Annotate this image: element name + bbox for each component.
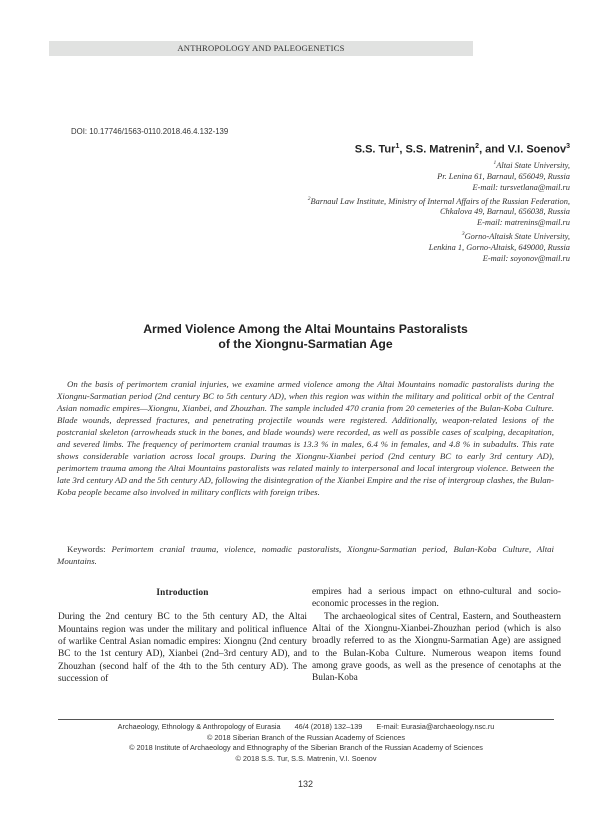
- affiliation-address: Pr. Lenina 61, Barnaul, 656049, Russia: [437, 171, 570, 181]
- affiliation-mark: 3: [461, 231, 465, 238]
- affiliation-address: Lenkina 1, Gorno-Altaisk, 649000, Russia: [428, 242, 570, 252]
- keywords-label: Keywords:: [67, 544, 106, 554]
- affiliation-institution: Altai State University,: [496, 160, 570, 170]
- author-affiliation-mark: 1: [395, 143, 400, 150]
- author-separator: ,: [399, 143, 406, 156]
- footer-journal-line: [58, 722, 554, 733]
- affiliation-institution: Barnaul Law Institute, Ministry of Internal Affairs of the Russian Federation,: [310, 196, 570, 206]
- affiliation-email[interactable]: E-mail: soyonov@mail.ru: [482, 253, 570, 263]
- section-title: ANTHROPOLOGY AND PALEOGENETICS: [177, 43, 345, 53]
- intro-paragraph-2: The archaeological sites of Central, Eastern, and Southeastern Altai of the Xiongnu-Xianbei-Zhouzhan period (which is also broadly referred to as the Xiongnu-Sarmatian Age) are assigned to the Bulan-Koba Culture. Numerous weapon items found among grave goods, as well as the presence of cenotaphs at the Bulan-Koba: [312, 611, 561, 684]
- title-line-2: of the Xiongnu-Sarmatian Age: [218, 337, 393, 351]
- doi[interactable]: DOI: 10.17746/1563-0110.2018.46.4.132-139: [71, 127, 229, 136]
- footer: [58, 722, 554, 764]
- affiliation-3: [170, 229, 570, 265]
- intro-paragraph-1-continued: empires had a serious impact on ethno-cultural and socio-economic processes in the region.: [312, 587, 561, 610]
- author-affiliation-mark: 3: [566, 143, 570, 150]
- keywords: [57, 544, 554, 568]
- author-separator: , and: [479, 143, 508, 156]
- footer-issue: 46/4 (2018) 132–139: [294, 722, 363, 731]
- affiliation-institution: Gorno-Altaisk State University,: [464, 231, 570, 241]
- author-name: S.S. Tur: [354, 143, 396, 156]
- affiliation-email[interactable]: E-mail: matrenins@mail.ru: [477, 218, 570, 228]
- section-heading-introduction: Introduction: [156, 587, 209, 597]
- footer-copyright-2: © 2018 Institute of Archaeology and Ethnography of the Siberian Branch of the Russian Academy of Sciences: [129, 743, 483, 753]
- article-title: [60, 322, 551, 352]
- intro-paragraph-1: During the 2nd century BC to the 5th century AD, the Altai Mountains region was under the military and political influence of warlike Central Asian nomadic empires: Xiongnu (2nd century BC to the 1st century AD), Xianbei (2nd–3rd century AD), and Zhouzhan (second half of the 4th to the 5th century AD). The succession of: [58, 612, 307, 685]
- affiliation-email[interactable]: E-mail: tursvetlana@mail.ru: [472, 182, 570, 192]
- column-left: [58, 586, 307, 685]
- abstract: On the basis of perimortem cranial injuries, we examine armed violence among the Altai Mountains nomadic pastoralists during the Xiongnu-Sarmatian period (2nd century BC to 5th century AD), when this region was within the military and political orbit of the Central Asian nomadic empires—Xiongnu, Xianbei, and Zhouzhan. The sample included 470 crania from 20 cemeteries of the Bulan-Koba Culture. Blade wounds, depressed fractures, and penetrating projectile wounds were registered. Additionally, weapon-related lesions of the postcranial skeleton (arrowheads stuck in the bones, and blade wounds) were recorded, as well as possible cases of scalping, decapitation, and severed limbs. The frequency of perimortem cranial traumas is 13.3 % in males, 6.4 % in females, and 4.8 % in subadults. This rate shows considerable variation across local groups. During the Xiongnu-Xianbei period (2nd century BC to early 3rd century AD), perimortem trauma among the Altai Mountains pastoralists was related mainly to interpersonal and local intergroup violence. Between the late 3rd century AD and the 5th century AD, following the disintegration of the Xianbei Empire and the rise of intergroup clashes, the Bulan-Koba people became also involved in military conflicts with foreign tribes.: [57, 379, 554, 497]
- affiliation-mark: 1: [493, 160, 497, 166]
- footer-copyright-3: © 2018 S.S. Tur, S.S. Matrenin, V.I. Soenov: [235, 753, 377, 763]
- author-list: [355, 143, 570, 156]
- title-line-1: Armed Violence Among the Altai Mountains Pastoralists: [143, 322, 468, 336]
- footer-copyright-1: © 2018 Siberian Branch of the Russian Academy of Sciences: [206, 732, 406, 742]
- page-number: 132: [297, 779, 314, 789]
- column-right: [312, 586, 561, 685]
- affiliation-mark: 2: [307, 195, 311, 202]
- footer-email[interactable]: E-mail: Eurasia@archaeology.nsc.ru: [376, 722, 495, 731]
- footer-divider: [58, 719, 554, 720]
- section-header-bar: [49, 41, 473, 56]
- affiliations: [170, 158, 570, 265]
- author-affiliation-mark: 2: [475, 143, 480, 150]
- footer-journal: Archaeology, Ethnology & Anthropology of Eurasia: [117, 722, 281, 731]
- author-name: S.S. Matrenin: [405, 143, 476, 156]
- affiliation-2: [170, 194, 570, 230]
- keywords-text: Perimortem cranial trauma, violence, nomadic pastoralists, Xiongnu-Sarmatian period, Bulan-Koba Culture, Altai Mountains.: [57, 544, 554, 566]
- affiliation-address: Chkalova 49, Barnaul, 656038, Russia: [439, 207, 570, 217]
- author-name: V.I. Soenov: [507, 143, 567, 156]
- affiliation-1: [170, 158, 570, 194]
